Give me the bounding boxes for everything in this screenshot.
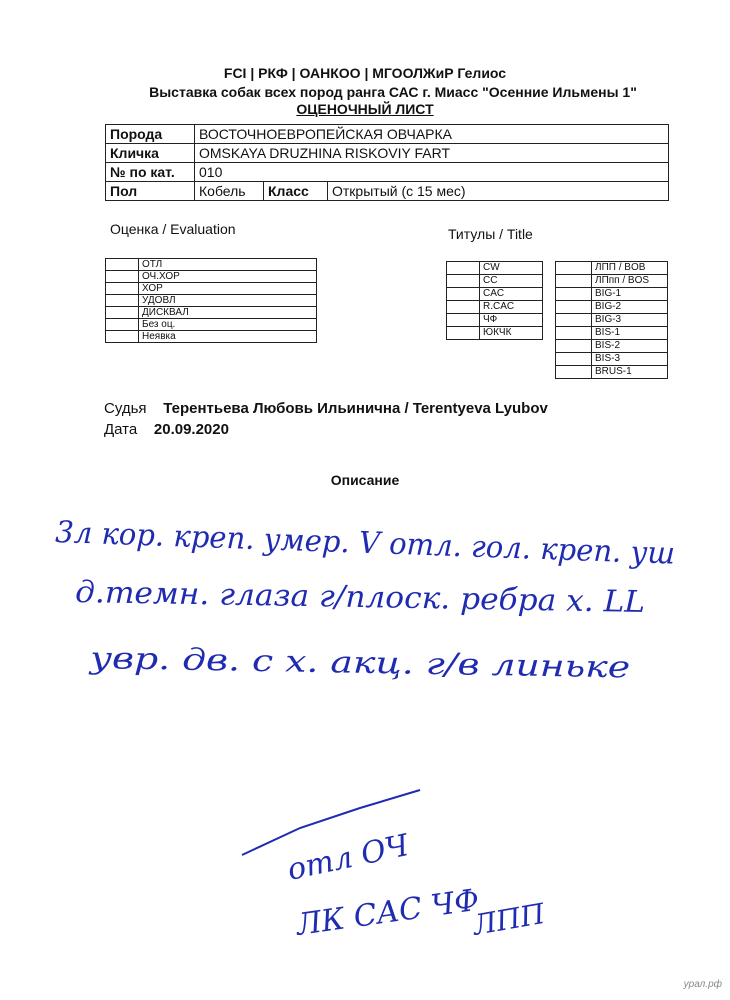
name-label: Кличка — [106, 144, 195, 163]
signoff-line-1: отл ОЧ — [284, 828, 412, 888]
title-label: BIG-3 — [592, 314, 668, 327]
evaluation-label: Неявка — [139, 331, 317, 343]
title-label: ЧФ — [480, 314, 543, 327]
description-title: Описание — [330, 472, 400, 488]
title-label: R.CAC — [480, 301, 543, 314]
title-label: BIS-2 — [592, 340, 668, 353]
title-label: BRUS-1 — [592, 366, 668, 379]
evaluation-label: ОТЛ — [139, 259, 317, 271]
watermark: урал.рф — [683, 979, 722, 990]
title-label: ЛПпп / BOS — [592, 275, 668, 288]
title-label: BIS-1 — [592, 327, 668, 340]
class-label: Класс — [264, 182, 328, 201]
description-line-2: д.темн. глаза г/плоск. ребра х. LL — [74, 575, 624, 620]
sex-label: Пол — [106, 182, 195, 201]
document-title: ОЦЕНОЧНЫЙ ЛИСТ — [296, 101, 434, 117]
date-value: 20.09.2020 — [153, 421, 229, 438]
sex-value: Кобель — [195, 182, 264, 201]
title-label: ЛПП / BOB — [592, 262, 668, 275]
class-value: Открытый (с 15 мес) — [328, 182, 669, 201]
title-label: ЮКЧК — [480, 327, 543, 340]
breed-value: ВОСТОЧНОЕВРОПЕЙСКАЯ ОВЧАРКА — [195, 125, 669, 144]
titles-title: Титулы / Title — [448, 226, 533, 242]
evaluation-label: Без оц. — [139, 319, 317, 331]
description-line-3: увр. дв. с х. акц. г/в линьке — [89, 641, 520, 684]
evaluation-label: УДОВЛ — [139, 295, 317, 307]
title-label: CW — [480, 262, 543, 275]
name-value: OMSKAYA DRUZHINA RISKOVIY FART — [195, 144, 669, 163]
evaluation-label: ДИСКВАЛ — [139, 307, 317, 319]
description-line-1: 3л кор. креп. умер. V отл. гол. креп. уш — [54, 515, 696, 573]
header-line-2: Выставка собак всех пород ранга САС г. Миасс "Осенние Ильмены 1" — [149, 84, 637, 100]
evaluation-label: ХОР — [139, 283, 317, 295]
title-label: BIG-2 — [592, 301, 668, 314]
judge-value: Терентьева Любовь Ильинична / Terentyeva Lyubov — [163, 400, 548, 417]
catalog-value: 010 — [195, 163, 669, 182]
catalog-label: № по кат. — [106, 163, 195, 182]
evaluation-label: ОЧ.ХОР — [139, 271, 317, 283]
date-label: Дата — [104, 421, 138, 438]
title-label: BIG-1 — [592, 288, 668, 301]
signoff-line-2: ЛК САС ЧФ — [294, 882, 482, 943]
signoff-line-3: ЛПП — [470, 896, 548, 942]
title-label: CC — [480, 275, 543, 288]
header-line-1: FCI | РКФ | ОАНКОО | МГООЛЖиР Гелиос — [223, 65, 507, 81]
title-label: BIS-3 — [592, 353, 668, 366]
breed-label: Порода — [106, 125, 195, 144]
judge-label: Судья — [104, 400, 147, 417]
evaluation-title: Оценка / Evaluation — [110, 221, 236, 237]
title-label: CAC — [480, 288, 543, 301]
